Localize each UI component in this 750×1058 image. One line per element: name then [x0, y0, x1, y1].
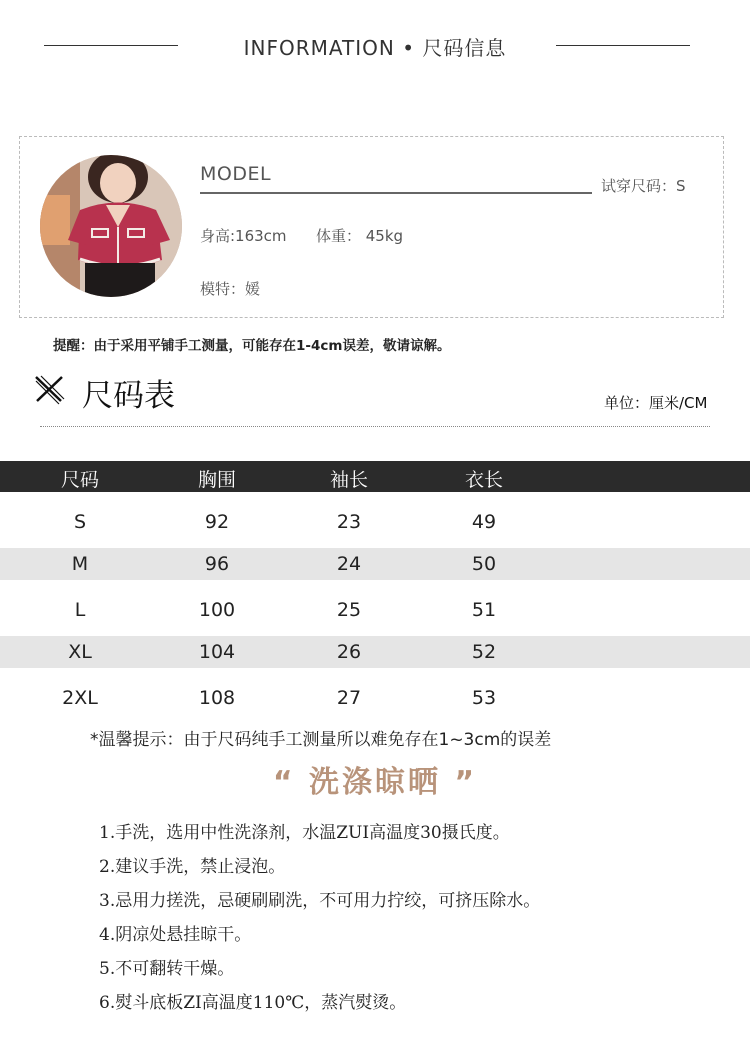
table-row	[0, 506, 750, 538]
model-underline	[200, 192, 592, 194]
table-cell: S	[73, 511, 87, 533]
washing-title: “ 洗涤晾晒 ”	[272, 765, 478, 800]
cross-icon	[33, 373, 65, 405]
dotted-divider	[40, 426, 710, 427]
table-cell: L	[74, 599, 86, 621]
table-cell: 52	[471, 641, 497, 663]
unit-label: 单位：厘米/CM	[604, 394, 708, 412]
page-title: INFORMATION • 尺码信息	[243, 36, 507, 60]
column-header: 衣长	[464, 469, 504, 491]
model-card	[19, 136, 724, 318]
washing-list	[99, 822, 540, 1026]
model-label: MODEL	[200, 163, 272, 185]
column-header: 胸围	[197, 469, 237, 491]
model-height: 身高:163cm	[200, 227, 287, 245]
list-item: 5.不可翻转干燥。	[99, 959, 235, 979]
table-cell: 26	[336, 641, 362, 663]
table-cell: 104	[198, 641, 236, 663]
list-item: 6.熨斗底板ZI高温度110℃，蒸汽熨烫。	[99, 993, 407, 1013]
model-weight: 体重： 45kg	[316, 227, 404, 245]
table-cell: M	[71, 553, 89, 575]
size-chart-title: 尺码表	[82, 378, 175, 414]
table-row	[0, 594, 750, 626]
size-note: *温馨提示：由于尺码纯手工测量所以难免存在1~3cm的误差	[90, 730, 552, 750]
column-header: 袖长	[329, 469, 369, 491]
table-row	[0, 548, 750, 580]
table-cell: 49	[471, 511, 497, 533]
model-name: 模特：媛	[200, 280, 261, 298]
list-item: 4.阴凉处悬挂晾干。	[99, 925, 252, 945]
list-item: 2.建议手洗，禁止浸泡。	[99, 857, 286, 877]
list-item: 1.手洗，选用中性洗涤剂，水温ZUI高温度30摄氏度。	[99, 823, 510, 843]
table-cell: 53	[471, 687, 497, 709]
table-row	[0, 636, 750, 668]
table-row	[0, 682, 750, 714]
table-cell: 51	[471, 599, 497, 621]
table-cell: 92	[204, 511, 230, 533]
table-cell: 2XL	[62, 687, 98, 709]
list-item: 3.忌用力搓洗，忌硬刷刷洗，不可用力拧绞，可挤压除水。	[99, 891, 541, 911]
table-cell: 27	[336, 687, 362, 709]
table-cell: 50	[471, 553, 497, 575]
model-photo	[40, 155, 182, 297]
table-cell: 23	[336, 511, 362, 533]
measurement-tip: 提醒：由于采用平铺手工测量，可能存在1-4cm误差，敬请谅解。	[53, 338, 451, 354]
table-cell: XL	[68, 641, 92, 663]
table-cell: 108	[198, 687, 236, 709]
table-cell: 24	[336, 553, 362, 575]
table-cell: 96	[204, 553, 230, 575]
column-header: 尺码	[60, 469, 100, 491]
table-cell: 25	[336, 599, 362, 621]
size-table-header	[0, 461, 750, 492]
try-size: 试穿尺码：S	[601, 177, 686, 195]
table-cell: 100	[198, 599, 236, 621]
